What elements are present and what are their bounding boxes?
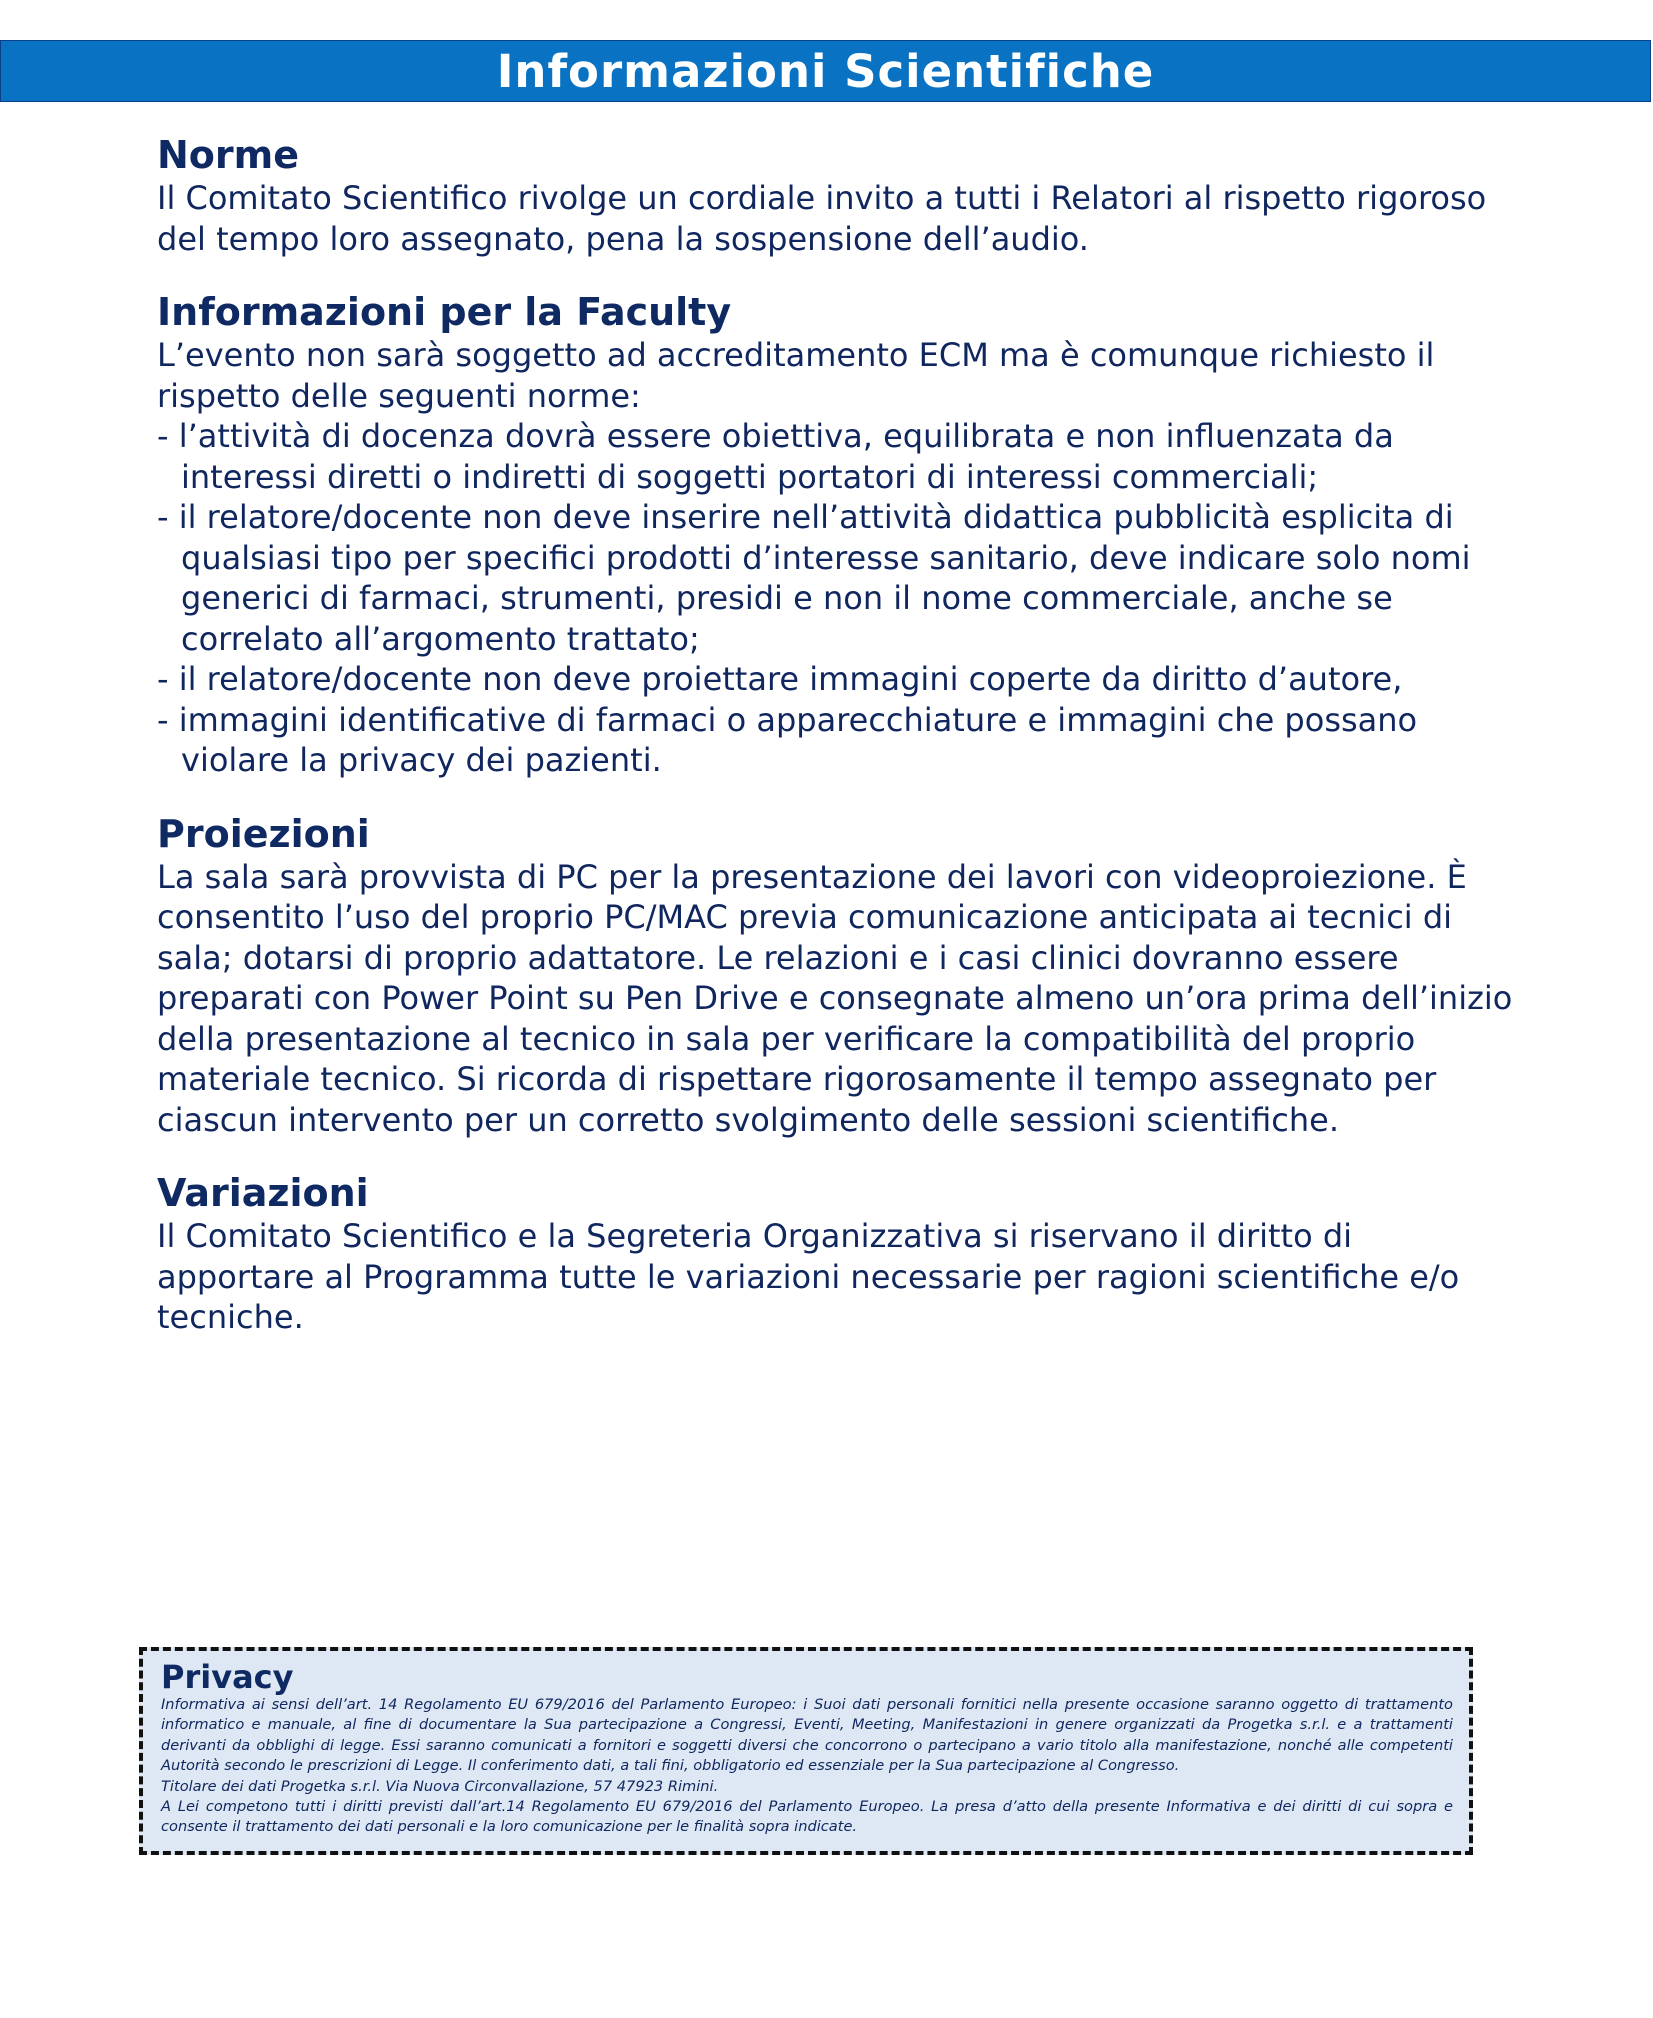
list-item: - l’attività di docenza dovrà essere obiettiva, equilibrata e non influenzata da interessi diretti o indiretti di soggetti portatori di interessi commerciali;	[157, 417, 1394, 496]
faculty-rules-list	[157, 416, 1517, 781]
privacy-text: Informativa ai sensi dell’art. 14 Regolamento EU 679/2016 del Parlamento Europeo: i Suoi dati personali fornitici nella presente occasione saranno oggetto di trattamento informatico e manuale, al fine di documentare la Sua partecipazione a Congressi, Eventi, Meeting, Manifestazioni in genere organizzati da Progetka s.r.l. e a trattamenti derivanti da obblighi di legge. Essi saranno comunicati a fornitori e soggetti diversi che concorrono o partecipano a vario titolo alla manifestazione, nonché alle competenti Autorità secondo le prescrizioni di Legge. Il conferimento dati, a tali fini, obbligatorio ed essenziale per la Sua partecipazione al Congresso.	[161, 1696, 1453, 1775]
variazioni-paragraph: Il Comitato Scientifico e la Segreteria Organizzativa si riservano il diritto di apportare al Programma tutte le variazioni necessarie per ragioni scientifiche e/o tecniche.	[157, 1217, 1460, 1336]
section-heading-variazioni: Variazioni	[157, 1171, 369, 1215]
list-item: - immagini identificative di farmaci o apparecchiature e immagini che possano violare la privacy dei pazienti.	[157, 700, 1418, 779]
page-title: Informazioni Scientifiche	[496, 44, 1155, 98]
norme-paragraph: Il Comitato Scientifico rivolge un cordiale invito a tutti i Relatori al rispetto rigoroso del tempo loro assegnato, pena la sospensione dell’audio.	[157, 179, 1487, 258]
list-item: - il relatore/docente non deve inserire nell’attività didattica pubblicità esplicita di qualsiasi tipo per specifici prodotti d’interesse sanitario, deve indicare solo nomi generici di farmaci, strumenti, presidi e non il nome commerciale, anche se correlato all’argomento trattato;	[157, 498, 1471, 658]
list-item: - il relatore/docente non deve proiettare immagini coperte da diritto d’autore,	[157, 660, 1403, 698]
section-faculty	[157, 289, 1517, 781]
privacy-box	[139, 1647, 1473, 1855]
section-heading-norme: Norme	[157, 133, 300, 177]
privacy-controller: Titolare dei dati Progetka s.r.l. Via Nuova Circonvallazione, 57 47923 Rimini.	[161, 1777, 719, 1795]
section-proiezioni	[157, 811, 1517, 1141]
faculty-intro: L’evento non sarà soggetto ad accreditamento ECM ma è comunque richiesto il rispetto delle seguenti norme:	[157, 336, 1435, 415]
privacy-heading: Privacy	[161, 1658, 294, 1696]
section-heading-proiezioni: Proiezioni	[157, 811, 370, 856]
header-banner	[0, 40, 1651, 102]
section-variazioni	[157, 1170, 1517, 1338]
main-content	[157, 132, 1517, 1368]
section-norme	[157, 132, 1517, 259]
section-heading-faculty: Informazioni per la Faculty	[157, 290, 732, 334]
proiezioni-paragraph: La sala sarà provvista di PC per la presentazione dei lavori con videoproiezione. È consentito l’uso del proprio PC/MAC previa comunicazione anticipata ai tecnici di sala; dotarsi di proprio adattatore. Le relazioni e i casi clinici dovranno essere preparati con Power Point su Pen Drive e consegnate almeno un’ora prima dell’inizio della presentazione al tecnico in sala per verificare la compatibilità del proprio materiale tecnico. Si ricorda di rispettare rigorosamente il tempo assegnato per ciascun intervento per un corretto svolgimento delle sessioni scientifiche.	[157, 857, 1513, 1139]
privacy-rights: A Lei competono tutti i diritti previsti dall’art.14 Regolamento EU 679/2016 del Parlamento Europeo. La presa d’atto della presente Informativa e dei diritti di cui sopra e consente il trattamento dei dati personali e la loro comunicazione per le finalità sopra indicate.	[161, 1798, 1453, 1836]
